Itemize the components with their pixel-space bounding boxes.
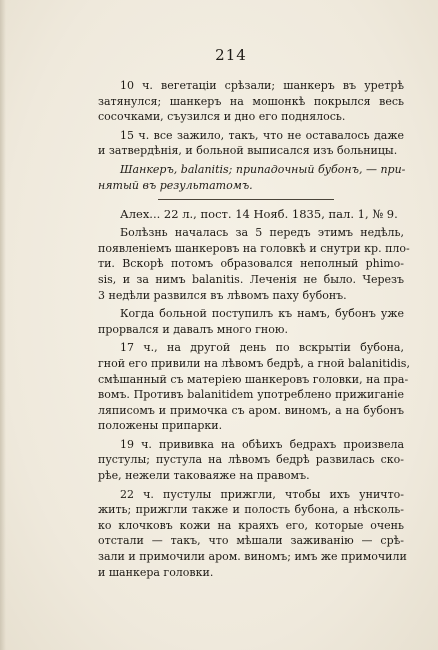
section-divider — [158, 199, 334, 200]
text-line: и затвердѣнія, и больной выписался изъ больницы. — [98, 144, 398, 158]
text-line: ко клочковъ кожи на краяхъ его, которые очень — [98, 518, 404, 532]
text-line: зали и примочили аром. виномъ; имъ же примочили — [98, 550, 407, 564]
paragraph-day-10 — [98, 78, 404, 125]
text-line: 10 ч. вегетаціи срѣзали; шанкеръ въ урeтрѣ — [120, 79, 404, 92]
text-line: Болѣзнь началась за 5 передъ этимъ недѣль, — [120, 226, 404, 240]
text-line: жить; прижгли также и полость бубона, а нѣсколь- — [98, 503, 404, 517]
text-line: ляписомъ и примочка съ аром. виномъ, а на бубонъ — [98, 403, 404, 417]
text-line: Когда больной поступилъ къ намъ, бубонъ уже — [120, 307, 404, 321]
text-line: и шанкера головки. — [98, 565, 214, 579]
paragraph-day-19 — [98, 437, 404, 484]
text-line: появленіемъ шанкеровъ на головкѣ и снутри кр. пло- — [98, 241, 410, 255]
text-line: прорвался и давалъ много гною. — [98, 322, 288, 336]
text-line: гной его привили на лѣвомъ бедрѣ, а гной balanitidis, — [98, 356, 410, 370]
text-line: пустулы; пустула на лѣвомъ бедрѣ развилась ско- — [98, 453, 404, 467]
paragraph-admission — [98, 306, 404, 337]
text-line: вомъ. Противъ balanitidem употреблено прижиганіе — [98, 388, 404, 402]
text-line: ти. Вскорѣ потомъ образовался неполный phimo- — [98, 257, 404, 271]
text-line: нятый въ результатомъ. — [98, 178, 253, 192]
text-line: 22 ч. пустулы прижгли, чтобы ихъ уничто- — [120, 487, 404, 501]
case-diagnosis — [98, 162, 404, 193]
case-header-line: Алех... 22 л., пост. 14 Нояб. 1835, пал. 1, № 9. — [120, 207, 398, 222]
text-line: sis, и за нимъ balanitis. Леченія не было. Черезъ — [98, 272, 404, 286]
text-line: 19 ч. прививка на обѣихъ бедрахъ произвела — [120, 437, 404, 451]
text-line: рѣе, нежели таковаяже на правомъ. — [98, 469, 310, 483]
paragraph-day-15 — [98, 128, 404, 159]
case-header — [98, 206, 404, 222]
page-body — [98, 78, 410, 580]
page-number: 214 — [215, 46, 247, 64]
paragraph-history — [98, 225, 410, 303]
text-line: смѣшанный съ матеріею шанкеровъ головки, на пра- — [98, 372, 409, 386]
text-line: 3 недѣли развился въ лѣвомъ паху бубонъ. — [98, 288, 347, 302]
page-gutter-shadow — [0, 0, 6, 650]
text-line: затянулся; шанкеръ на мошонкѣ покрылся весь — [98, 94, 404, 108]
text-line: сосочками, съузился и дно его поднялось. — [98, 110, 346, 124]
text-line: положены припарки. — [98, 419, 223, 433]
text-line: Шанкеръ, balanitis; припадочный бубонъ, — при- — [120, 162, 406, 176]
paragraph-day-22 — [98, 487, 407, 581]
text-line: отстали — такъ, что мѣшали заживанію — срѣ- — [98, 534, 404, 548]
paragraph-day-17 — [98, 340, 410, 434]
text-line: 17 ч., на другой день по вскрытіи бубона, — [120, 341, 404, 355]
text-line: 15 ч. все зажило, такъ, что не оставалось даже — [120, 128, 404, 142]
